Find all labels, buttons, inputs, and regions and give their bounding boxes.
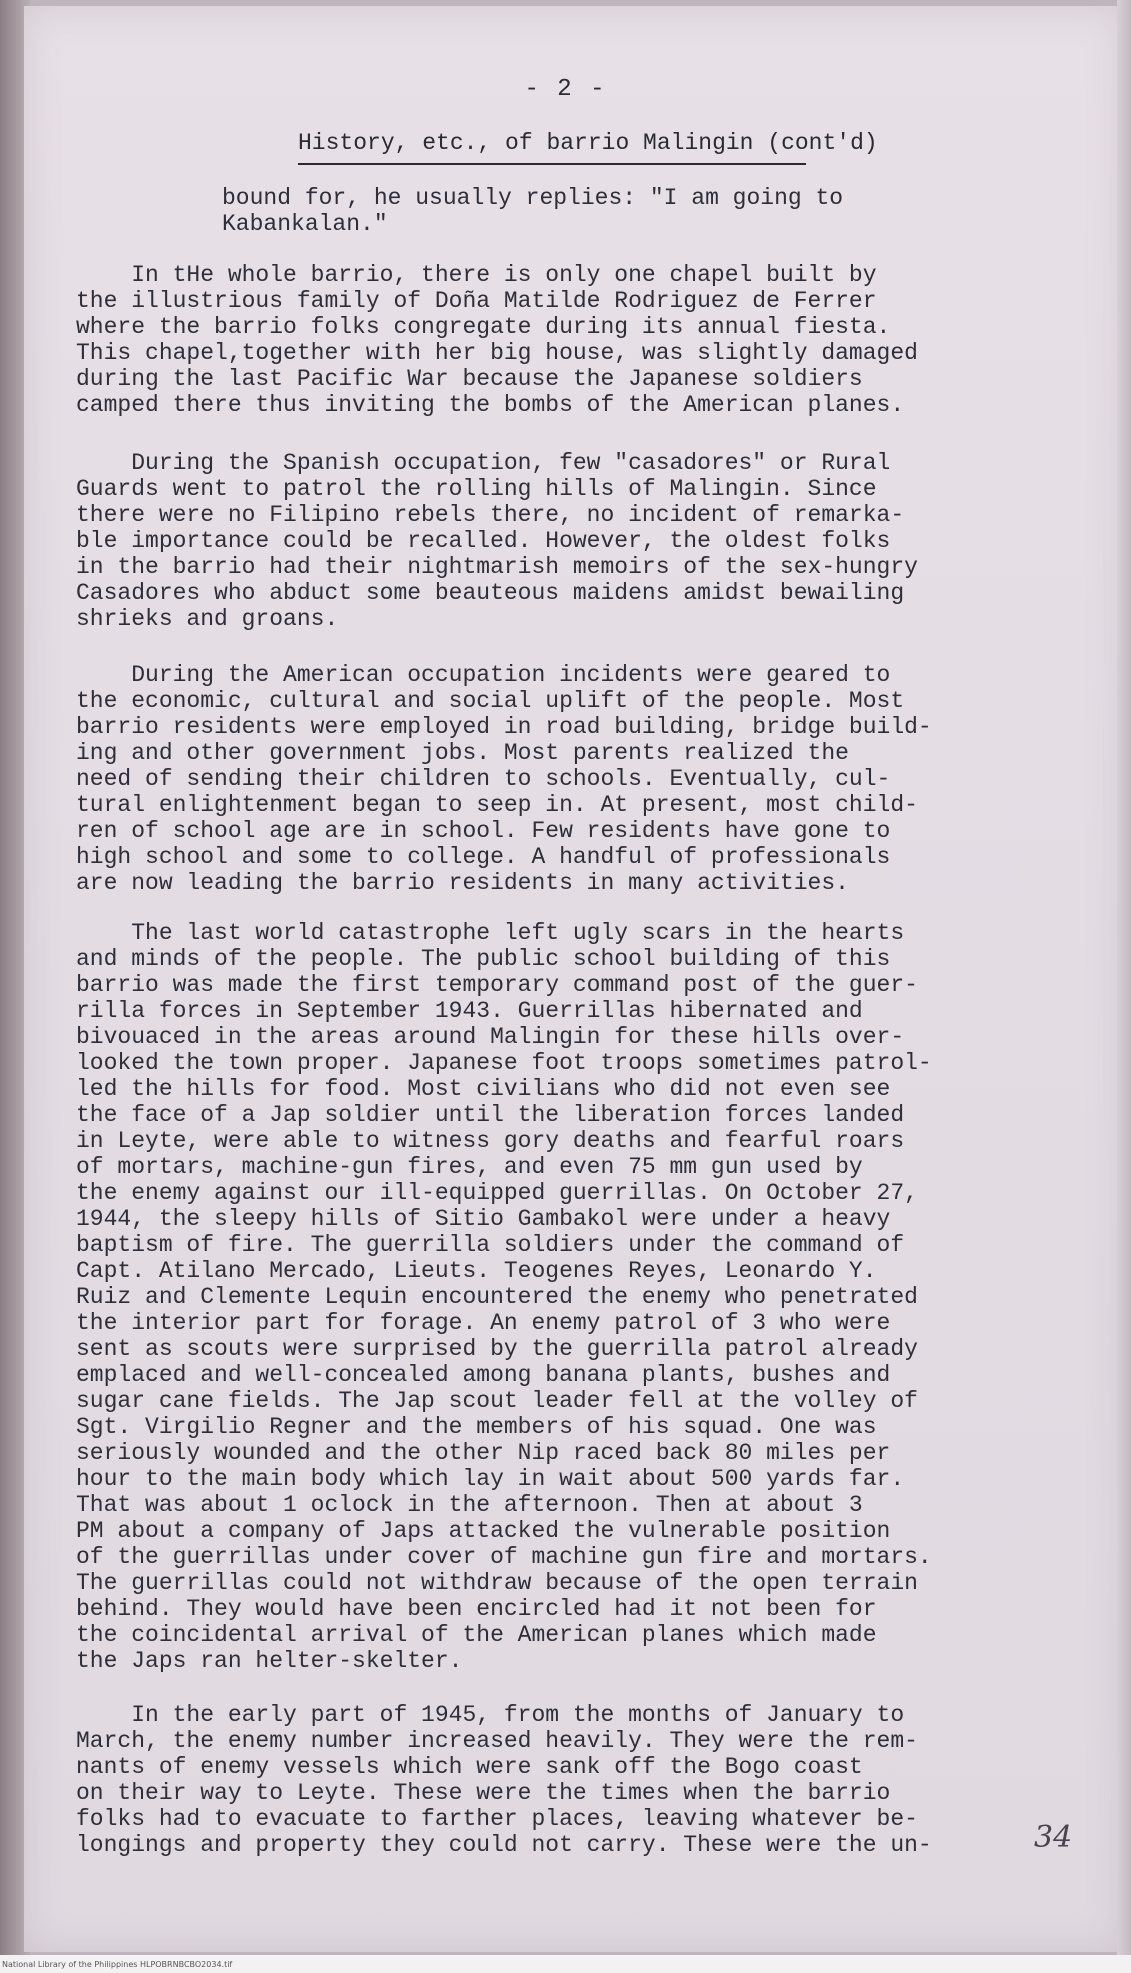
paragraph-world-war: The last world catastrophe left ugly scars in the hearts and minds of the people. The public school building of this barrio was made the first temporary command post of the guer- rilla forces in September 1943. Guerrillas hibernated and bivouaced in the areas around Malingin for these hills over- looked the town proper. Japanese foot troops sometimes patrol- led the hills for food. Most civilians who did not even see the face of a Jap soldier until the liberation forces landed in Leyte, were able to witness gory deaths and fearful roars of mortars, machine-gun fires, and even 75 mm gun used by the enemy against our ill-equipped guerrillas. On October 27, 1944, the sleepy hills of Sitio Gambakol were under a heavy baptism of fire. The guerrilla soldiers under the command of Capt. Atilano Mercado, Lieuts. Teogenes Reyes, Leonardo Y. Ruiz and Clemente Lequin encountered the enemy who penetrated the interior part for forage. An enemy patrol of 3 who were sent as scouts were surprised by the guerrilla patrol already emplaced and well-concealed among banana plants, bushes and sugar cane fields. The Jap scout leader fell at the volley of Sgt. Virgilio Regner and the members of his squad. One was seriously wounded and the other Nip raced back 80 miles per hour to the main body which lay in wait about 500 yards far. That was about 1 oclock in the afternoon. Then at about 3 PM about a company of Japs attacked the vulnerable position of the guerrillas under cover of machine gun fire and mortars. The guerrillas could not withdraw because of the open terrain behind. They would have been encircled had it not been for the coincidental arrival of the American planes which made the Japs ran helter-skelter.: [76, 920, 932, 1674]
paragraph-american-occupation: During the American occupation incidents were geared to the economic, cultural and social uplift of the people. Most barrio residents were employed in road building, bridge build- ing and other government jobs. Most parents realized the need of sending their children to schools. Eventually, cul- tural enlightenment began to seep in. At present, most child- ren of school age are in school. Few residents have gone to high school and some to college. A handful of professionals are now leading the barrio residents in many activities.: [76, 662, 932, 896]
paragraph-chapel: In tHe whole barrio, there is only one chapel built by the illustrious family of Doña Matilde Rodriguez de Ferrer where the barrio folks congregate during its annual fiesta. This chapel,together with her big house, was slightly damaged during the last Pacific War because the Japanese soldiers camped there thus inviting the bombs of the American planes.: [76, 262, 918, 418]
paragraph-continuation: bound for, he usually replies: "I am going to Kabankalan.": [222, 185, 844, 237]
scan-right-edge: [1117, 0, 1131, 1955]
page-heading: History, etc., of barrio Malingin (cont'd): [298, 130, 878, 156]
page-number: - 2 -: [524, 76, 607, 103]
footer-caption: National Library of the Philippines HLPOBRNBCBO2034.tif: [2, 1960, 233, 1969]
handwritten-page-mark: 34: [1034, 1820, 1073, 1855]
paragraph-spanish-occupation: During the Spanish occupation, few "casadores" or Rural Guards went to patrol the rolling hills of Malingin. Since there were no Filipino rebels there, no incident of remarka- ble importance could be recalled. However, the oldest folks in the barrio had their nightmarish memoirs of the sex-hungry Casadores who abduct some beauteous maidens amidst bewailing shrieks and groans.: [76, 450, 918, 632]
heading-underline: [298, 163, 806, 165]
paragraph-1945: In the early part of 1945, from the months of January to March, the enemy number increased heavily. They were the rem- nants of enemy vessels which were sank off the Bogo coast on their way to Leyte. These were the times when the barrio folks had to evacuate to farther places, leaving whatever be- longings and property they could not carry. These were the un-: [76, 1702, 932, 1858]
